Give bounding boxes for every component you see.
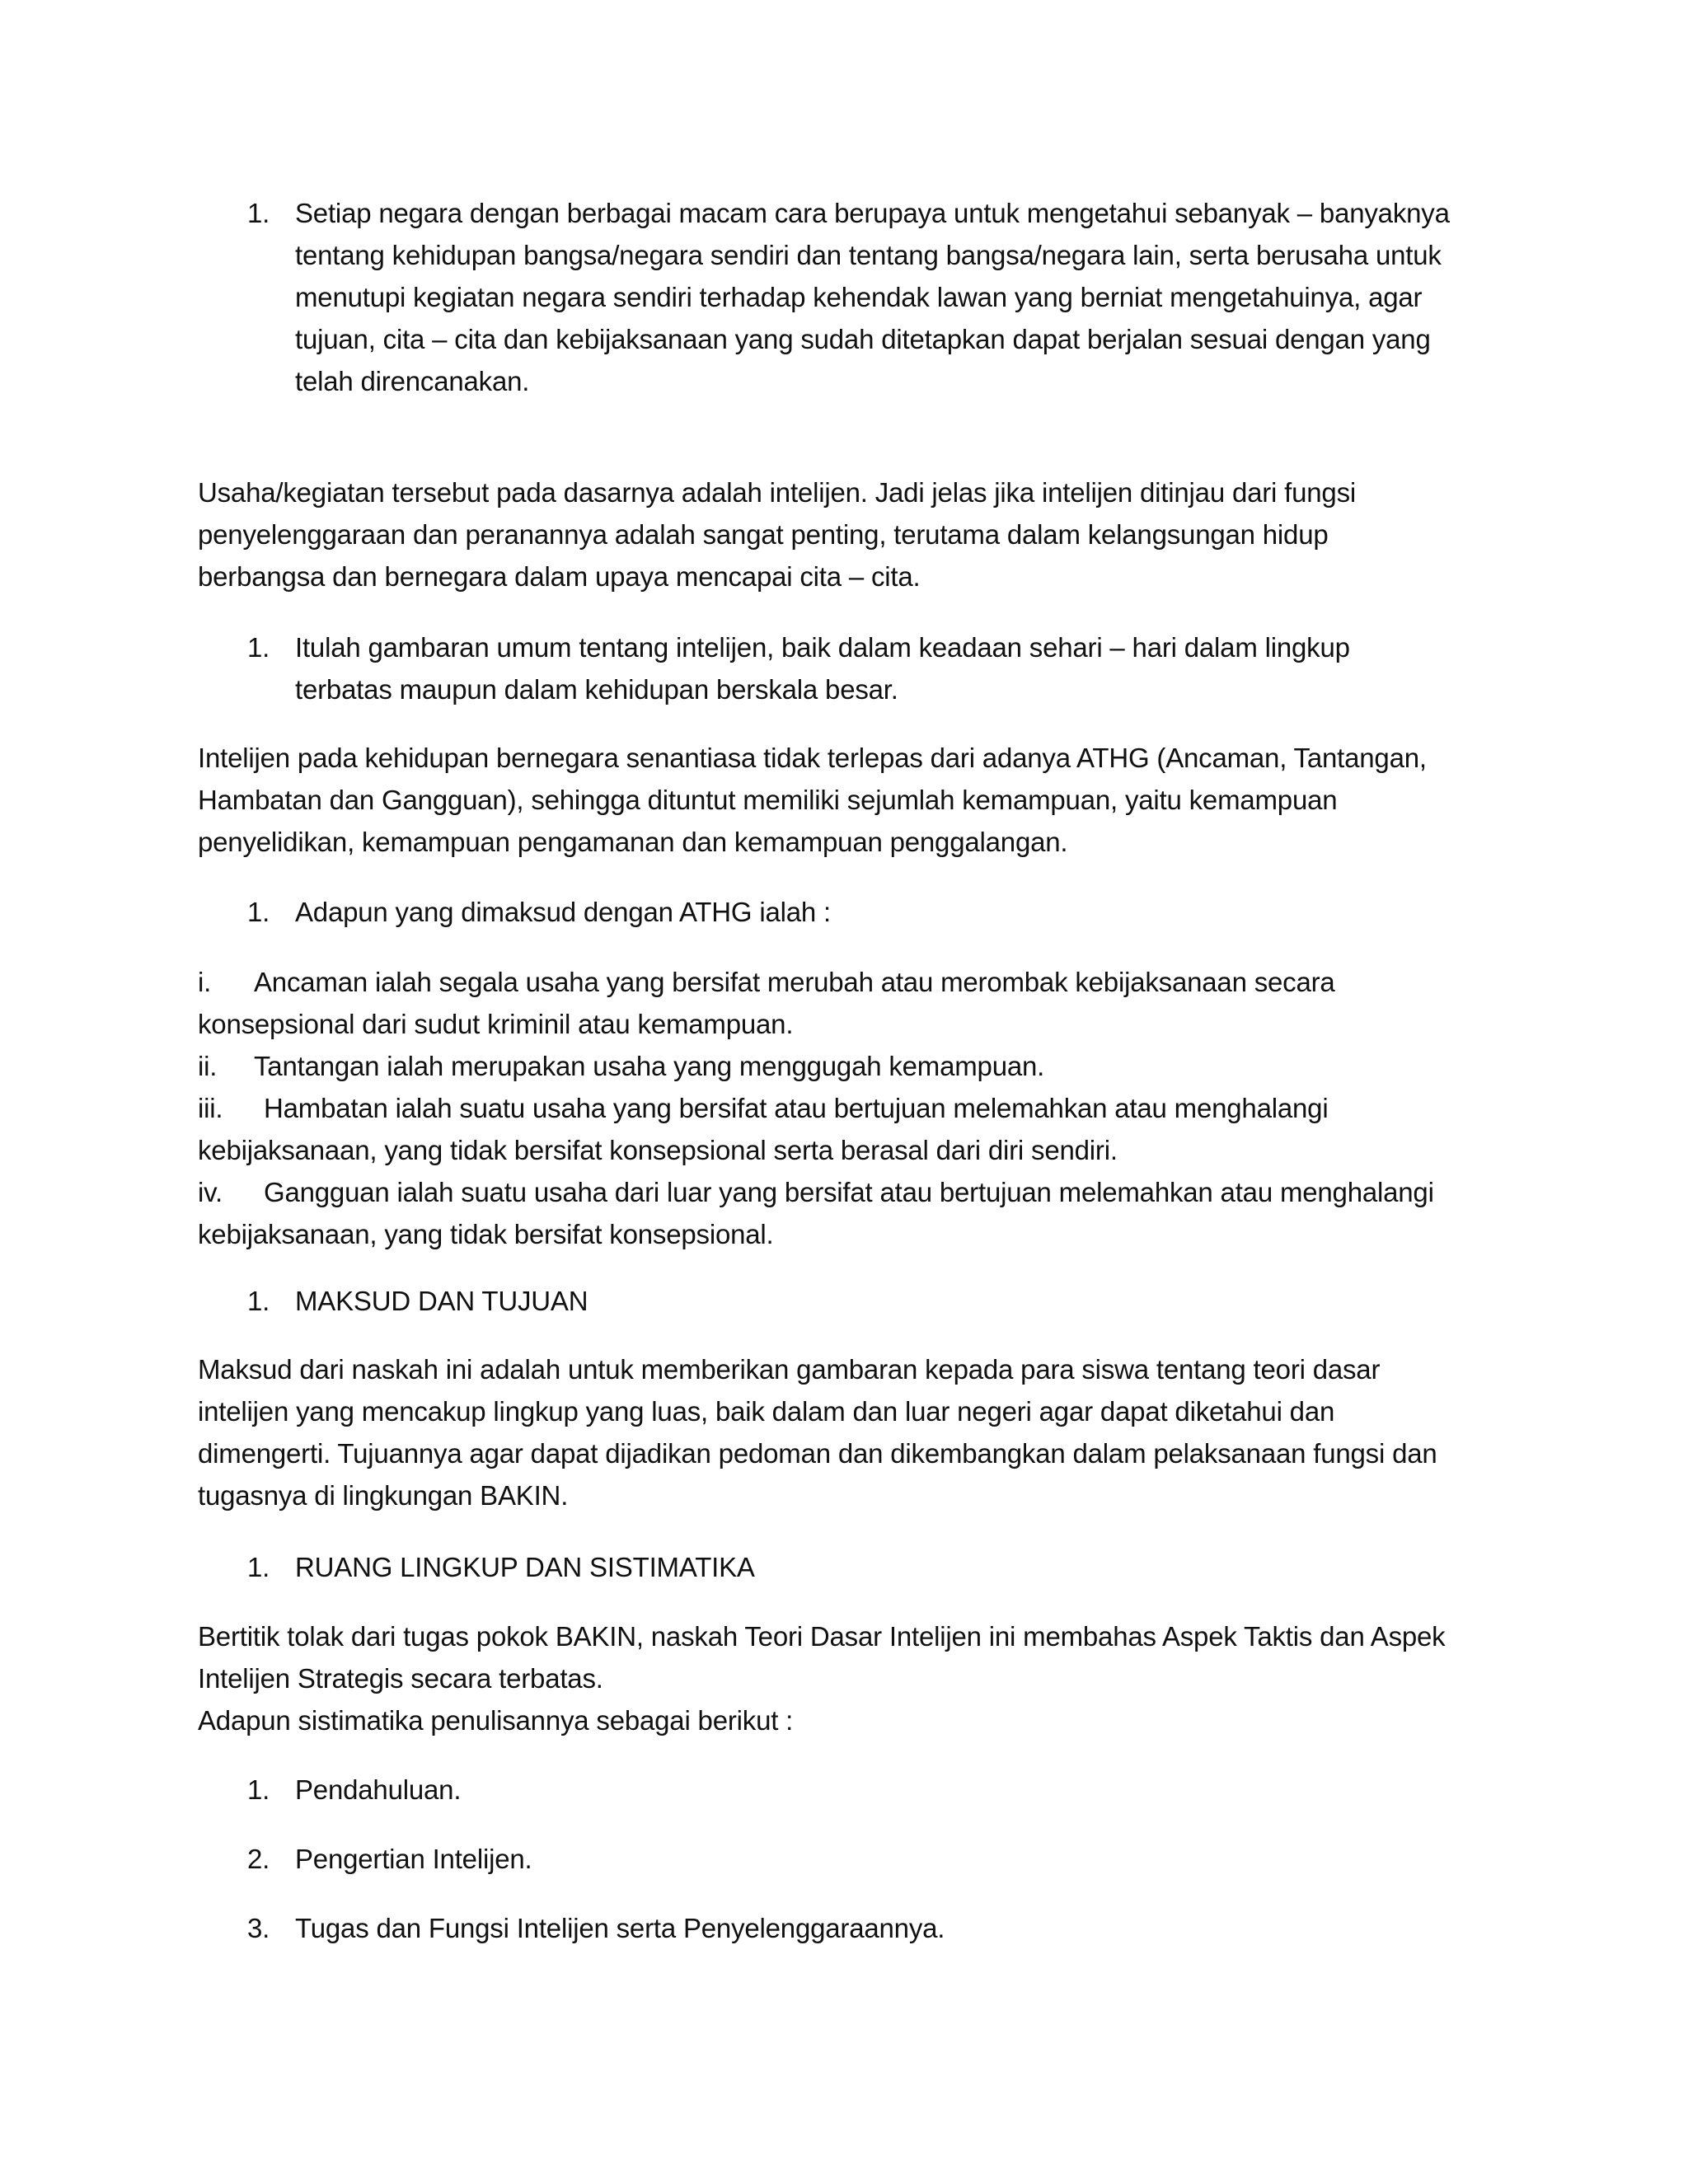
item-number: 1.: [247, 1774, 270, 1805]
roman-item-iii: [198, 1087, 1484, 1129]
item-number: 2.: [247, 1844, 270, 1874]
body-paragraph: [198, 1615, 1484, 1741]
text-line: MAKSUD DAN TUJUAN: [295, 1286, 588, 1316]
text-line: Adapun sistimatika penulisannya sebagai berikut :: [198, 1705, 794, 1736]
text-line: Intelijen Strategis secara terbatas.: [198, 1663, 603, 1694]
item-number: 1.: [247, 632, 270, 663]
text-line: Usaha/kegiatan tersebut pada dasarnya adalah intelijen. Jadi jelas jika intelijen ditinjau dari fungsi: [198, 477, 1357, 508]
roman-text: Ancaman ialah segala usaha yang bersifat merubah atau merombak kebijaksanaan secara: [254, 967, 1335, 997]
numbered-item: [247, 192, 1500, 402]
text-line: Adapun yang dimaksud dengan ATHG ialah :: [295, 897, 831, 927]
text-line: konsepsional dari sudut kriminil atau kemampuan.: [198, 1009, 794, 1039]
item-number: 1.: [247, 1286, 270, 1316]
roman-number: iv.: [198, 1177, 223, 1207]
numbered-item: [247, 1280, 1500, 1322]
roman-text: Hambatan ialah suatu usaha yang bersifat atau bertujuan melemahkan atau menghalangi: [264, 1093, 1329, 1123]
roman-item-iv: [198, 1171, 1484, 1213]
item-number: 1.: [247, 198, 270, 228]
roman-text: Gangguan ialah suatu usaha dari luar yang bersifat atau bertujuan melemahkan atau menghalangi: [264, 1177, 1434, 1207]
body-paragraph: [198, 471, 1484, 598]
text-line: menutupi kegiatan negara sendiri terhadap kehendak lawan yang berniat mengetahuinya, agar: [295, 282, 1423, 312]
text-line: Maksud dari naskah ini adalah untuk memberikan gambaran kepada para siswa tentang teori dasar: [198, 1354, 1381, 1385]
numbered-item: [247, 891, 1500, 933]
roman-number: i.: [198, 967, 212, 997]
item-text: [295, 192, 1500, 402]
section-heading: [295, 1546, 1500, 1588]
outline-item: [247, 1907, 1500, 1949]
section-heading: [295, 1280, 1500, 1322]
body-paragraph: [198, 737, 1484, 863]
text-line: Itulah gambaran umum tentang intelijen, baik dalam keadaan sehari – hari dalam lingkup: [295, 632, 1350, 663]
text-line: telah direncanakan.: [295, 366, 530, 396]
text-line: intelijen yang mencakup lingkup yang luas, baik dalam dan luar negeri agar dapat diketahui dan: [198, 1396, 1335, 1427]
body-paragraph: [198, 1348, 1484, 1516]
item-text: [295, 891, 1500, 933]
numbered-item: [247, 1546, 1500, 1588]
text-line: RUANG LINGKUP DAN SISTIMATIKA: [295, 1552, 755, 1582]
text-line: terbatas maupun dalam kehidupan berskala besar.: [295, 674, 898, 705]
item-text: Pengertian Intelijen.: [295, 1844, 532, 1874]
roman-item-i: [198, 961, 1484, 1003]
item-number: 1.: [247, 1552, 270, 1582]
text-line: Bertitik tolak dari tugas pokok BAKIN, naskah Teori Dasar Intelijen ini membahas Aspek Taktis dan Aspek: [198, 1621, 1446, 1652]
text-line: penyelidikan, kemampuan pengamanan dan kemampuan penggalangan.: [198, 827, 1068, 857]
outline-item: [247, 1769, 1500, 1811]
text-line: berbangsa dan bernegara dalam upaya mencapai cita – cita.: [198, 561, 921, 592]
item-number: 1.: [247, 897, 270, 927]
text-line: kebijaksanaan, yang tidak bersifat konsepsional serta berasal dari diri sendiri.: [198, 1135, 1118, 1165]
text-line: penyelenggaraan dan peranannya adalah sangat penting, terutama dalam kelangsungan hidup: [198, 519, 1329, 550]
numbered-item: [247, 626, 1500, 710]
item-number: 3.: [247, 1913, 270, 1943]
roman-number: iii.: [198, 1093, 223, 1123]
text-line: tujuan, cita – cita dan kebijaksanaan yang sudah ditetapkan dapat berjalan sesuai dengan yang: [295, 324, 1431, 354]
roman-text: Tantangan ialah merupakan usaha yang menggugah kemampuan.: [254, 1051, 1045, 1081]
item-text: Pendahuluan.: [295, 1774, 462, 1805]
item-text: [295, 626, 1500, 710]
roman-item-ii: [198, 1045, 1484, 1087]
text-line: Intelijen pada kehidupan bernegara senantiasa tidak terlepas dari adanya ATHG (Ancaman, Tantangan,: [198, 743, 1427, 773]
text-line: tentang kehidupan bangsa/negara sendiri dan tentang bangsa/negara lain, serta berusaha untuk: [295, 240, 1442, 270]
text-line: Hambatan dan Gangguan), sehingga dituntut memiliki sejumlah kemampuan, yaitu kemampuan: [198, 785, 1338, 815]
roman-number: ii.: [198, 1051, 218, 1081]
text-line: Setiap negara dengan berbagai macam cara berupaya untuk mengetahui sebanyak – banyaknya: [295, 198, 1450, 228]
text-line: dimengerti. Tujuannya agar dapat dijadikan pedoman dan dikembangkan dalam pelaksanaan fungsi dan: [198, 1438, 1437, 1469]
outline-item: [247, 1838, 1500, 1880]
roman-list: [198, 961, 1484, 1255]
text-line: kebijaksanaan, yang tidak bersifat konsepsional.: [198, 1219, 774, 1249]
text-line: tugasnya di lingkungan BAKIN.: [198, 1480, 569, 1511]
item-text: Tugas dan Fungsi Intelijen serta Penyelenggaraannya.: [295, 1913, 945, 1943]
